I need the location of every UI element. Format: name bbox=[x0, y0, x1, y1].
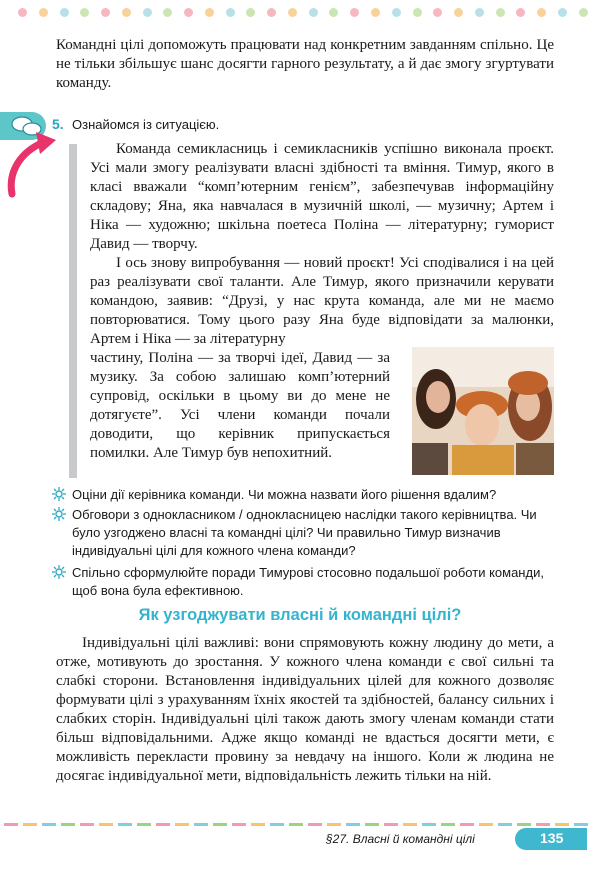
question-2-text: Обговори з однокласником / однокласницею наслідки такого керівництва. Чи було узгоджено власні та командні цілі? Чи правильно Тимур визначив індивідуальні цілі для кожного члена команди? bbox=[72, 507, 537, 558]
section-heading: Як узгоджувати власні й командні цілі? bbox=[138, 606, 462, 624]
intro-paragraph bbox=[56, 36, 554, 93]
section-body bbox=[56, 634, 554, 786]
question-3 bbox=[72, 564, 560, 600]
page-number: 135 bbox=[540, 830, 564, 846]
story-side-bar bbox=[69, 144, 77, 478]
story-paragraph-2a: І ось знову випробування — новий проєкт! Усі сподівалися і на цей раз реалізувати свої таланти. Але Тимур, якого призначили керувати командою, заявив: “Друзі, у нас крута команда, але ми не маємо повторюватися. Тому цього разу Яна буде відповідати за малюнки, Артем і Ніка — за літературну bbox=[90, 255, 554, 347]
curved-arrow-icon bbox=[0, 122, 60, 202]
sun-icon bbox=[52, 565, 66, 579]
intro-text: Командні цілі допоможуть працювати над конкретним завданням спільно. Це не тільки збільшує шанс досягти гарного результату, а й дає змогу згуртувати команду. bbox=[56, 37, 554, 91]
decorative-dots bbox=[18, 8, 588, 18]
sun-icon bbox=[52, 507, 66, 521]
story-paragraph-2b: частину, Поліна — за творчі ідеї, Давид — за музику. За собою залишаю комп’ютерний супровід, оскільки в цьому ви до мене не дотягуєте”. Усі члени команди почали доводити, що керівник припускається помилки. Але Тимур був непохитний. bbox=[90, 350, 390, 461]
question-1 bbox=[72, 486, 560, 504]
task-title: Ознайомся із ситуацією. bbox=[72, 117, 220, 132]
task-number: 5. bbox=[52, 116, 64, 132]
question-1-text: Оціни дії керівника команди. Чи можна назвати його рішення вдалим? bbox=[72, 487, 497, 502]
story-paragraph-1: Команда семикласниць і семикласників успішно виконала проєкт. Усі мали змогу реалізувати власні здібності та вміння. Тимур, якого в класі вважали “комп’ютерним генієм”, забезпечував інформаційну складову; Яна, яка навчалася в музичній школі, — музичну; Артем і Ніка — художню; шкільна поетеса Поліна — літературну; гуморист Давид — творчу. bbox=[90, 141, 554, 252]
teenagers-photo bbox=[412, 347, 554, 475]
question-2 bbox=[72, 506, 560, 560]
section-body-text: Індивідуальні цілі важливі: вони спрямовують кожну людину до мети, а отже, мотивують до зростання. У кожного члена команди є свої сильні та слабкі сторони. Встановлення індивідуальних цілей для кожного дозволяє формувати цілі з урахуванням їхніх якостей та здібностей, балансу сильних і слабких сторін. Індивідуальні цілі також дають змогу членам команди стати більш відповідальними. Адже якщо команді не вдасться досягти мети, є можливість перекласти провину за невдачу на іншого. Коли ж людина не досягає індивідуальної мети, відповідальність лежить тільки на ній. bbox=[56, 635, 554, 784]
question-3-text: Спільно сформулюйте поради Тимурові стосовно подальшої роботи команди, щоб вона була ефективною. bbox=[72, 565, 544, 598]
footer-dashes bbox=[0, 823, 600, 827]
sun-icon bbox=[52, 487, 66, 501]
chapter-footer: §27. Власні й командні цілі bbox=[326, 832, 475, 846]
